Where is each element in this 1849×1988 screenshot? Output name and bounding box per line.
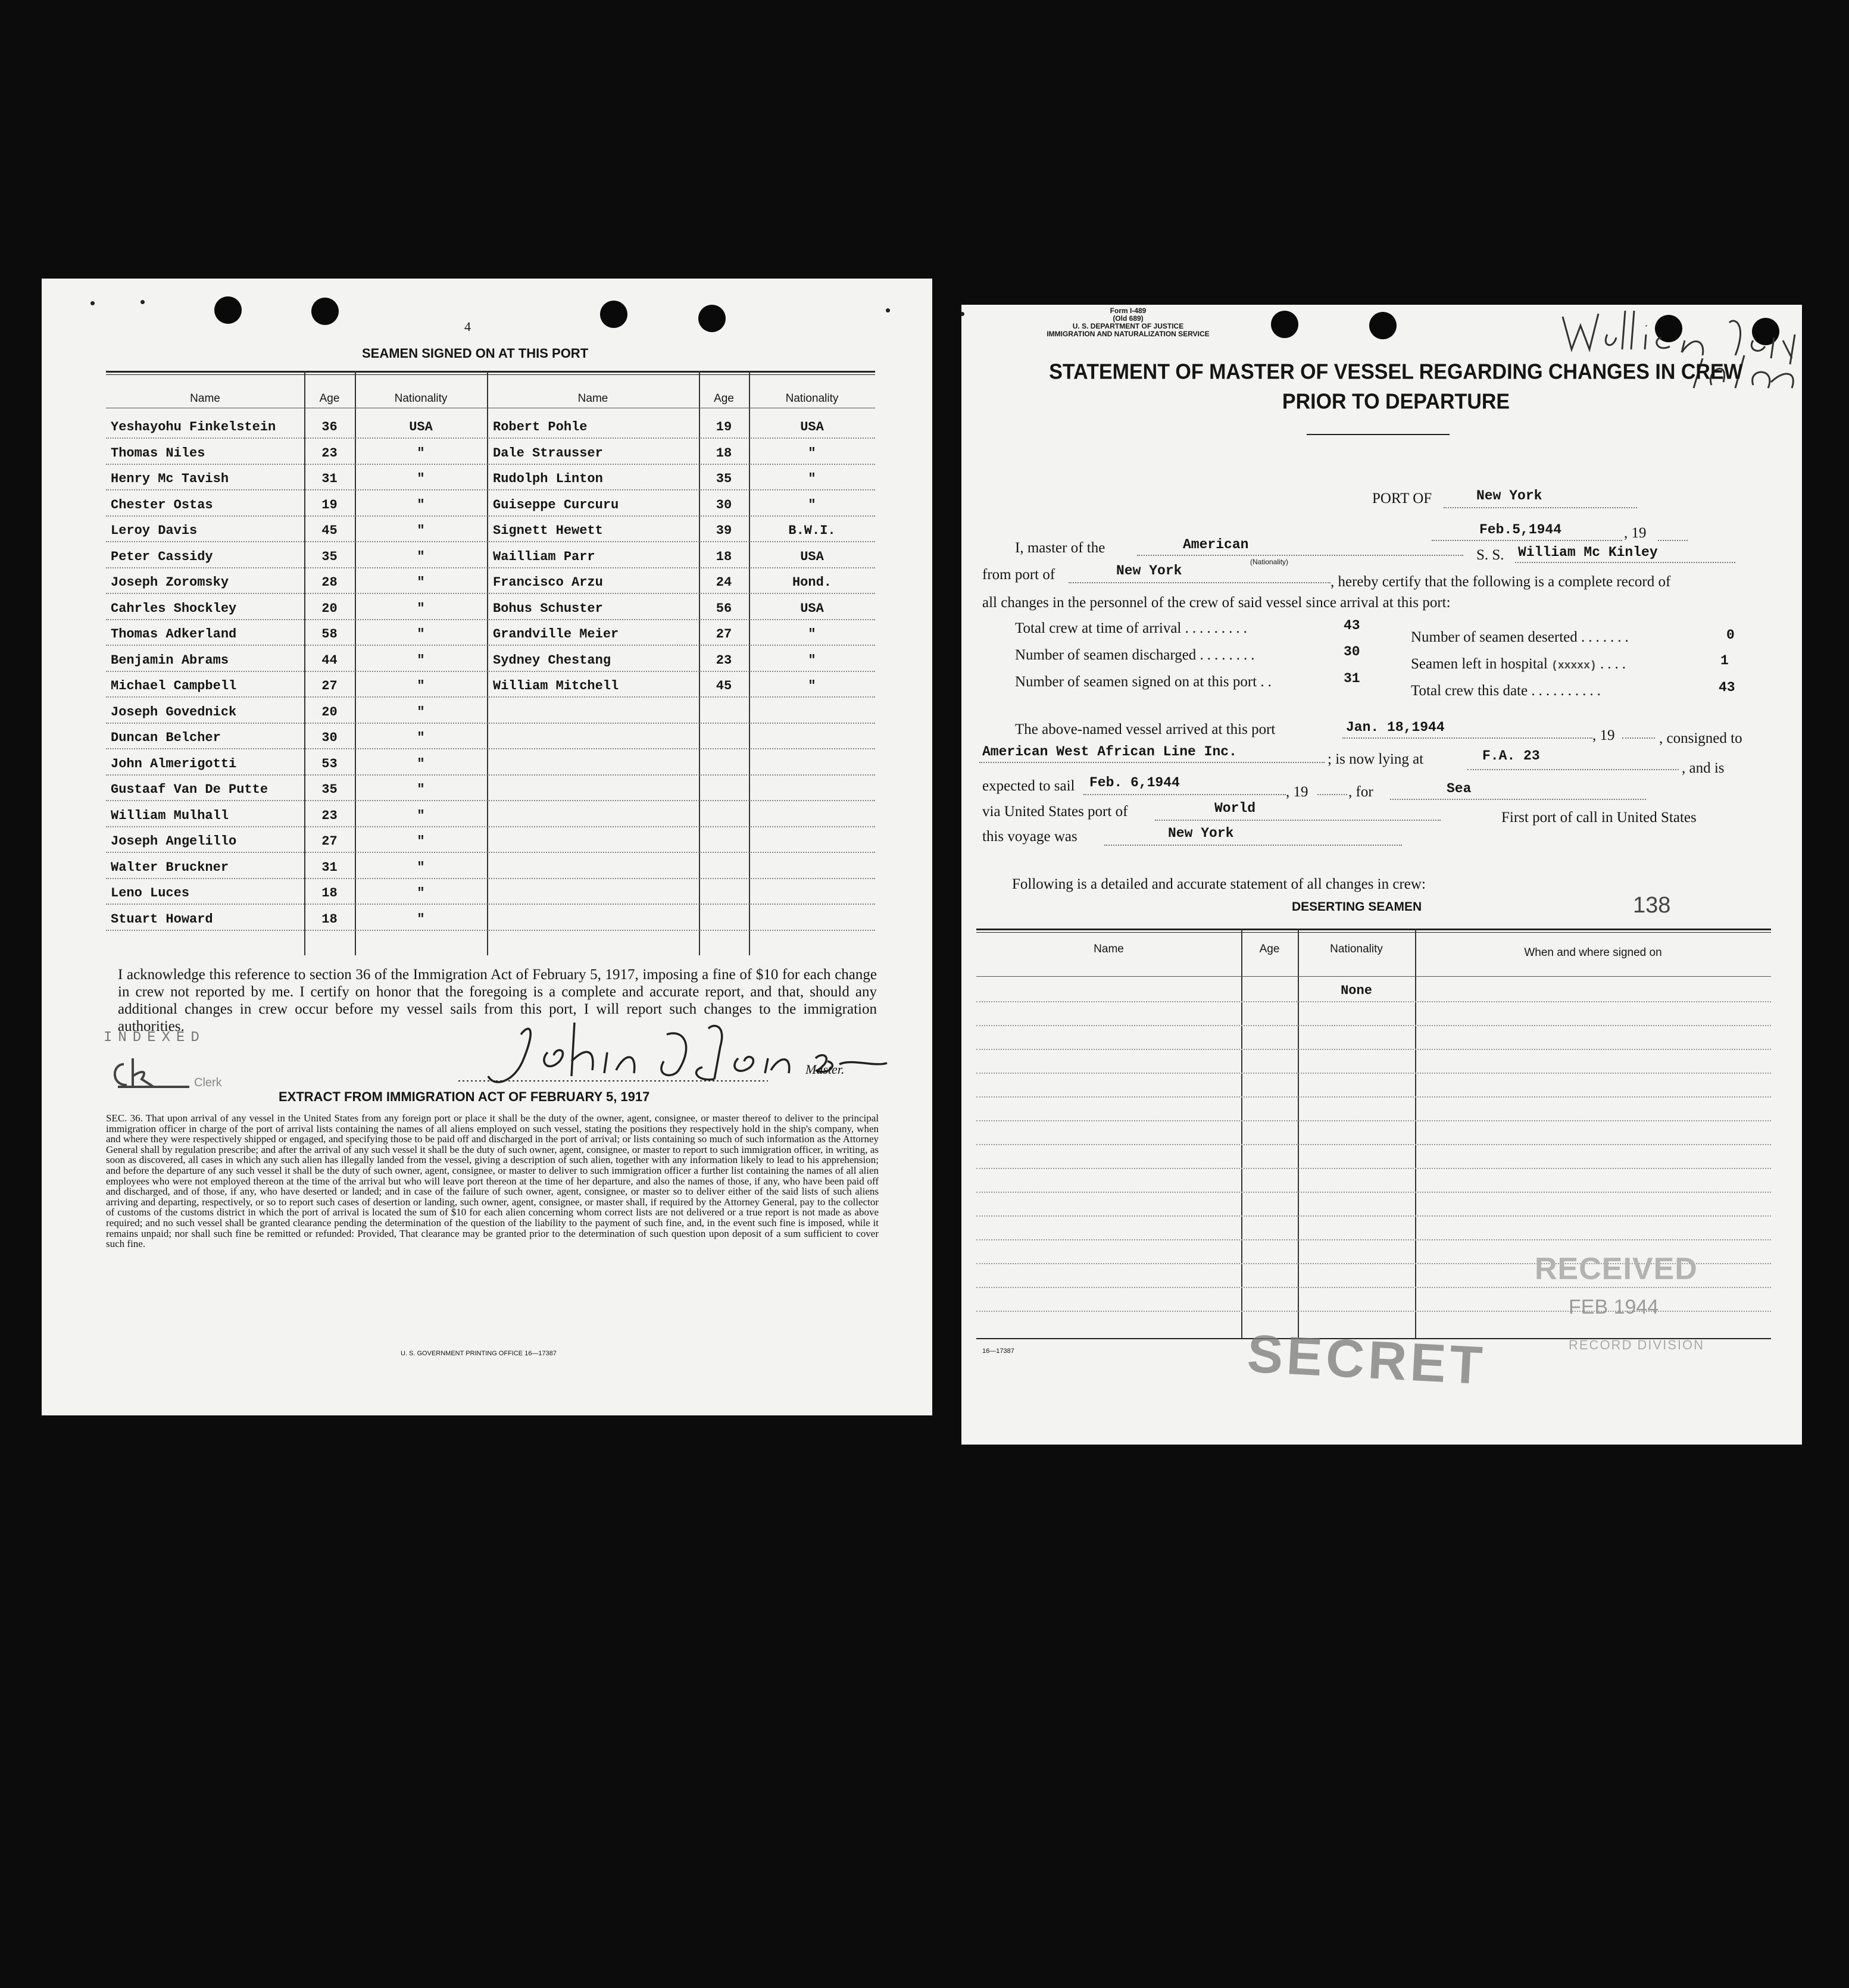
seaman-name-cell: Thomas Niles	[111, 445, 205, 461]
punch-mark	[140, 300, 145, 304]
seaman-nationality-cell: "	[808, 627, 816, 642]
row-rule	[976, 1215, 1771, 1217]
row-rule	[106, 930, 875, 931]
and-is-label: , and is	[1682, 760, 1725, 776]
extract-title: EXTRACT FROM IMMIGRATION ACT OF FEBRUARY 5, 1917	[279, 1089, 650, 1104]
seaman-nationality-cell: "	[417, 523, 425, 538]
row-rule	[106, 593, 875, 594]
row-rule	[106, 878, 875, 879]
seaman-age-cell: 18	[321, 886, 338, 901]
expected-label: expected to sail	[982, 778, 1075, 794]
row-rule	[106, 904, 875, 905]
hospital-label: Seamen left in hospital (xxxxx) ....	[1411, 656, 1629, 672]
deserting-title: DESERTING SEAMEN	[1292, 900, 1422, 914]
column-header-age: Age	[714, 392, 734, 405]
discharged-label-text: Number of seamen discharged	[1015, 647, 1197, 663]
seaman-name-cell: Leno Luces	[111, 886, 190, 901]
seaman-name-cell: Walter Bruckner	[111, 859, 229, 875]
certify-text-continued: all changes in the personnel of the crew of said vessel since arrival at this port:	[982, 595, 1451, 611]
column-header-age: Age	[319, 392, 340, 405]
seaman-name-cell: William Mitchell	[493, 679, 619, 693]
folio-number: 138	[1633, 893, 1671, 918]
seaman-name-cell: Henry Mc Tavish	[111, 471, 229, 486]
seaman-age-cell: 18	[321, 911, 338, 927]
section-title: SEAMEN SIGNED ON AT THIS PORT	[362, 346, 589, 361]
row-rule	[976, 1001, 1771, 1002]
seaman-age-cell: 58	[321, 627, 338, 642]
indexed-stamp: INDEXED	[104, 1030, 205, 1046]
deserted-value: 0	[1726, 627, 1735, 643]
total-crew-date-label-text: Total crew this date	[1411, 683, 1528, 699]
column-header-nationality: Nationality	[785, 392, 839, 405]
total-crew-date-value: 43	[1719, 680, 1735, 695]
seaman-age-cell: 31	[321, 471, 338, 486]
nationality-value: American	[1183, 537, 1249, 552]
seaman-age-cell: 45	[321, 523, 338, 538]
seaman-nationality-cell: "	[417, 471, 425, 486]
total-crew-arrival-value: 43	[1344, 618, 1360, 633]
seaman-name-cell: Joseph Govednick	[111, 704, 237, 720]
vessel-name: William Mc Kinley	[1518, 545, 1658, 560]
binder-hole	[311, 298, 339, 325]
row-rule	[106, 852, 875, 853]
seaman-age-cell: 24	[716, 575, 732, 590]
binder-hole	[1271, 311, 1298, 338]
seaman-nationality-cell: "	[417, 652, 425, 668]
total-crew-arrival-label-text: Total crew at time of arrival	[1015, 620, 1182, 636]
seaman-age-cell: 44	[321, 652, 338, 668]
row-rule	[976, 1239, 1771, 1240]
service-name: IMMIGRATION AND NATURALIZATION SERVICE	[1047, 330, 1210, 338]
seaman-name-cell: Francisco Arzu	[493, 575, 603, 590]
master-of-label: I, master of the	[1015, 540, 1105, 556]
seaman-age-cell: 23	[716, 652, 732, 668]
punch-mark	[886, 308, 890, 312]
total-crew-date-label: Total crew this date ..........	[1411, 683, 1604, 699]
seaman-age-cell: 39	[716, 523, 732, 538]
binder-hole	[698, 305, 726, 332]
printer-line: 16—17387	[982, 1348, 1014, 1355]
seaman-age-cell: 35	[321, 549, 338, 564]
port-label: PORT OF	[1372, 490, 1432, 507]
seaman-name-cell: Yeshayohu Finkelstein	[111, 420, 276, 435]
seaman-age-cell: 27	[321, 679, 338, 693]
seaman-age-cell: 45	[716, 679, 732, 693]
page-number: 4	[464, 319, 471, 334]
seaman-age-cell: 19	[716, 420, 732, 435]
seaman-name-cell: Rudolph Linton	[493, 471, 603, 486]
right-page	[961, 305, 1802, 1445]
section-36-text: SEC. 36. That upon arrival of any vessel in the United States from any foreign port or place it shall be the duty of the owner, agent, consignee, or master thereof to deliver to the principal immigration officer in charge of the port of arrival lists containing the names of all aliens employed on such vessel, stating the positions they respectively hold in the ship's company, when and where they were respectively shipped or engaged, and specifying those to be paid off and discharged in the port of arrival; or lists containing so much of such information as the Attorney General shall by regulation prescribe; and after the arrival of any such vessel it shall be the duty of such owner, agent, consignee, or master to report to such immigration officer, in writing, as soon as discovered, all cases in which any such alien has illegally landed from the vessel, giving a description of such alien, together with any information likely to lead to his apprehension; and before the departure of any such vessel it shall be the duty of such owner, agent, consignee, or master to deliver to such immigration officer a further list containing the names of all alien employees who were not employed thereon at the time of the arrival but who will leave port thereon at the time of her departure, and also the names of those, if any, who have been paid off and discharged, and of those, if any, who have deserted or landed; and in case of the failure of such owner, agent, consignee, or master so to deliver either of the said lists of such aliens arriving and departing, respectively, or so to report such cases of desertion or landing, such owner, agent, consignee, or master shall, if required by the Attorney General, pay to the collector of customs of the customs district in which the port of arrival is located the sum of $10 for each alien concerning whom correct lists are not delivered or a true report is not made as above required; and no such vessel shall be granted clearance pending the determination of the question of the liability to the payment of such fine, and, in the event such fine is imposed, while it remains unpaid; nor shall such fine be remitted or refunded: Provided, That clearance may be granted prior to the determination of such question upon deposit of a sum sufficient to cover such fine.	[106, 1112, 879, 1250]
seaman-name-cell: John Almerigotti	[111, 756, 237, 771]
title-rule	[1307, 434, 1450, 435]
arrived-date: Jan. 18,1944	[1346, 720, 1445, 735]
seaman-nationality-cell: "	[417, 679, 425, 693]
seaman-nationality-cell: "	[808, 497, 816, 512]
date-value: Feb.5,1944	[1479, 522, 1562, 537]
seaman-name-cell: Robert Pohle	[493, 420, 588, 435]
seaman-nationality-cell: "	[417, 445, 425, 461]
column-header-name: Name	[190, 392, 220, 405]
seaman-age-cell: 27	[321, 834, 338, 849]
seaman-age-cell: 23	[321, 445, 338, 461]
seaman-nationality-cell: "	[808, 679, 816, 693]
seaman-name-cell: Joseph Zoromsky	[111, 575, 229, 590]
seaman-name-cell: Leroy Davis	[111, 523, 198, 538]
seaman-age-cell: 30	[716, 497, 732, 512]
seaman-name-cell: Thomas Adkerland	[111, 627, 237, 642]
row-rule	[976, 1168, 1771, 1169]
deserted-label-text: Number of seamen deserted	[1411, 629, 1578, 645]
seaman-name-cell: Bohus Schuster	[493, 601, 603, 616]
seaman-nationality-cell: "	[417, 549, 425, 564]
secret-stamp: SECRET	[1245, 1324, 1488, 1396]
deserted-label: Number of seamen deserted .......	[1411, 629, 1632, 645]
row-rule	[976, 1025, 1771, 1026]
row-rule	[106, 489, 875, 490]
seaman-nationality-cell: "	[417, 834, 425, 849]
row-rule	[976, 1049, 1771, 1050]
seaman-nationality-cell: "	[808, 471, 816, 486]
acknowledgment-text: I acknowledge this reference to section 36 of the Immigration Act of February 5, 1917, imposing a fine of $10 for each change in crew not reported by me. I certify on honor that the foregoing is a complete and accurate report, and that, should any additional changes in crew occur before my vessel sails from this port, I will report such changes to the immigration authorities.	[118, 967, 877, 1034]
row-rule	[106, 515, 875, 517]
seaman-nationality-cell: "	[808, 445, 816, 461]
form-number: Form I-489	[1110, 307, 1147, 315]
consigned-label: , consigned to	[1659, 730, 1742, 746]
seaman-name-cell: Grandville Meier	[493, 627, 619, 642]
row-rule	[976, 1120, 1771, 1121]
ss-label: S. S.	[1476, 547, 1504, 563]
column-header-when-where-signed: When and where signed on	[1524, 946, 1662, 959]
arrived-label: The above-named vessel arrived at this port	[1015, 721, 1276, 737]
binder-hole	[1369, 312, 1397, 339]
seaman-nationality-cell: "	[417, 756, 425, 771]
row-rule	[976, 1192, 1771, 1193]
department-name: U. S. DEPARTMENT OF JUSTICE	[1072, 322, 1184, 330]
total-crew-arrival-label: Total crew at time of arrival .........	[1015, 620, 1251, 636]
column-header-age: Age	[1259, 943, 1280, 955]
seaman-nationality-cell: "	[417, 627, 425, 642]
seaman-age-cell: 35	[321, 782, 338, 797]
seaman-age-cell: 35	[716, 471, 732, 486]
hospital-value: 1	[1720, 653, 1729, 668]
seaman-nationality-cell: USA	[409, 420, 433, 435]
first-port-value: New York	[1168, 826, 1234, 841]
year-prefix: , 19	[1624, 525, 1647, 541]
lying-label: ; is now lying at	[1328, 751, 1424, 767]
row-rule	[106, 437, 875, 439]
seaman-nationality-cell: "	[417, 911, 425, 927]
seaman-nationality-cell: "	[417, 782, 425, 797]
form-title: STATEMENT OF MASTER OF VESSEL REGARDING CHANGES IN CREW PRIOR TO DEPARTURE	[1049, 360, 1743, 414]
row-rule	[976, 1073, 1771, 1074]
signed-on-value: 31	[1344, 671, 1360, 686]
row-rule	[106, 696, 875, 698]
year-prefix-text: 19	[1631, 525, 1647, 541]
arrived-year: , 19	[1592, 727, 1615, 743]
column-header-nationality: Nationality	[1330, 943, 1383, 955]
seaman-age-cell: 27	[716, 627, 732, 642]
nationality-note: (Nationality)	[1250, 558, 1289, 566]
seaman-nationality-cell: USA	[800, 420, 824, 435]
seaman-name-cell: Gustaaf Van De Putte	[111, 782, 268, 797]
binder-hole	[214, 296, 242, 324]
seaman-name-cell: Joseph Angelillo	[111, 834, 237, 849]
hospital-label-text: Seamen left in hospital	[1411, 656, 1548, 672]
punch-mark	[961, 312, 964, 316]
seaman-name-cell: Chester Ostas	[111, 497, 213, 512]
seaman-age-cell: 20	[321, 704, 338, 720]
seaman-age-cell: 19	[321, 497, 338, 512]
first-port-label: First port of call in United States	[1501, 809, 1697, 826]
seaman-name-cell: William Mulhall	[111, 808, 229, 823]
row-rule	[106, 567, 875, 568]
seaman-age-cell: 36	[321, 420, 338, 435]
row-rule	[106, 748, 875, 749]
seaman-name-cell: Duncan Belcher	[111, 730, 221, 745]
seaman-nationality-cell: "	[808, 652, 816, 668]
left-page	[42, 279, 932, 1415]
seaman-age-cell: 18	[716, 549, 732, 564]
master-signature	[458, 1011, 911, 1100]
hospital-struck-text: (xxxxx)	[1551, 660, 1597, 672]
seaman-name-cell: Peter Cassidy	[111, 549, 213, 564]
row-rule	[106, 645, 875, 646]
seaman-nationality-cell: USA	[800, 601, 824, 616]
row-rule	[976, 1287, 1771, 1288]
column-header-name: Name	[1094, 943, 1124, 955]
discharged-label: Number of seamen discharged ........	[1015, 647, 1258, 663]
seaman-age-cell: 28	[321, 575, 338, 590]
discharged-value: 30	[1344, 644, 1360, 659]
seaman-age-cell: 18	[716, 445, 732, 461]
seaman-age-cell: 53	[321, 756, 338, 771]
seaman-name-cell: Cahrles Shockley	[111, 601, 237, 616]
form-old-number: (Old 689)	[1113, 314, 1144, 323]
row-rule	[106, 774, 875, 776]
sail-year: , 19	[1286, 784, 1308, 800]
record-division-stamp: RECORD DIVISION	[1569, 1337, 1705, 1352]
clerk-label: Clerk	[194, 1076, 222, 1089]
destination: Sea	[1447, 781, 1472, 796]
seaman-nationality-cell: B.W.I.	[788, 523, 836, 538]
port-value: New York	[1476, 488, 1542, 504]
seaman-age-cell: 23	[321, 808, 338, 823]
seaman-name-cell: Benjamin Abrams	[111, 652, 229, 668]
seaman-age-cell: 20	[321, 601, 338, 616]
seaman-name-cell: Wailliam Parr	[493, 549, 595, 564]
seaman-age-cell: 30	[321, 730, 338, 745]
received-stamp: RECEIVED	[1535, 1252, 1698, 1286]
seaman-name-cell: Stuart Howard	[111, 911, 213, 927]
from-port-value: New York	[1116, 563, 1182, 579]
seaman-name-cell: Guiseppe Curcuru	[493, 497, 619, 512]
binder-hole	[600, 301, 627, 328]
punch-mark	[90, 301, 95, 305]
row-rule	[106, 464, 875, 465]
master-label: Master.	[805, 1062, 845, 1077]
row-rule	[976, 1144, 1771, 1145]
row-rule	[106, 671, 875, 672]
seaman-nationality-cell: "	[417, 497, 425, 512]
seaman-nationality-cell: "	[417, 886, 425, 901]
signed-on-label: Number of seamen signed on at this port ..	[1015, 674, 1275, 690]
seaman-nationality-cell: "	[417, 859, 425, 875]
via-label: via United States port of	[982, 804, 1128, 820]
column-header-nationality: Nationality	[394, 392, 448, 405]
row-rule	[106, 800, 875, 801]
seaman-nationality-cell: "	[417, 808, 425, 823]
seaman-name-cell: Michael Campbell	[111, 679, 237, 693]
row-rule	[976, 1096, 1771, 1098]
signed-on-label-text: Number of seamen signed on at this port	[1015, 674, 1257, 690]
lying-at-value: F.A. 23	[1482, 748, 1540, 764]
printer-line: U. S. GOVERNMENT PRINTING OFFICE 16—17387	[401, 1350, 557, 1357]
following-text: Following is a detailed and accurate statement of all changes in crew:	[1012, 876, 1426, 892]
seaman-nationality-cell: "	[417, 730, 425, 745]
seaman-nationality-cell: USA	[800, 549, 824, 564]
seaman-age-cell: 31	[321, 859, 338, 875]
seaman-name-cell: Sydney Chestang	[493, 652, 611, 668]
seaman-age-cell: 56	[716, 601, 732, 616]
seaman-nationality-cell: Hond.	[792, 575, 832, 590]
via-port: World	[1214, 801, 1256, 816]
row-rule	[106, 541, 875, 542]
received-stamp-date: FEB 1944	[1569, 1296, 1659, 1318]
from-port-label: from port of	[982, 567, 1055, 583]
form-identification	[1009, 307, 1247, 338]
column-header-name: Name	[577, 392, 608, 405]
seaman-nationality-cell: "	[417, 704, 425, 720]
seaman-nationality-cell: "	[417, 575, 425, 590]
seaman-nationality-cell: "	[417, 601, 425, 616]
for-label: , for	[1348, 784, 1373, 800]
consignee: American West African Line Inc.	[982, 744, 1237, 759]
seaman-name-cell: Signett Hewett	[493, 523, 603, 538]
row-rule	[106, 619, 875, 620]
seaman-name-cell: Dale Strausser	[493, 445, 603, 461]
row-rule	[106, 826, 875, 827]
this-voyage-label: this voyage was	[982, 829, 1077, 845]
deserting-nationality-cell: None	[1341, 983, 1372, 998]
row-rule	[106, 723, 875, 724]
sail-date: Feb. 6,1944	[1089, 775, 1180, 790]
certify-text: , hereby certify that the following is a complete record of	[1330, 574, 1671, 590]
clerk-initials-signature	[106, 1052, 195, 1094]
